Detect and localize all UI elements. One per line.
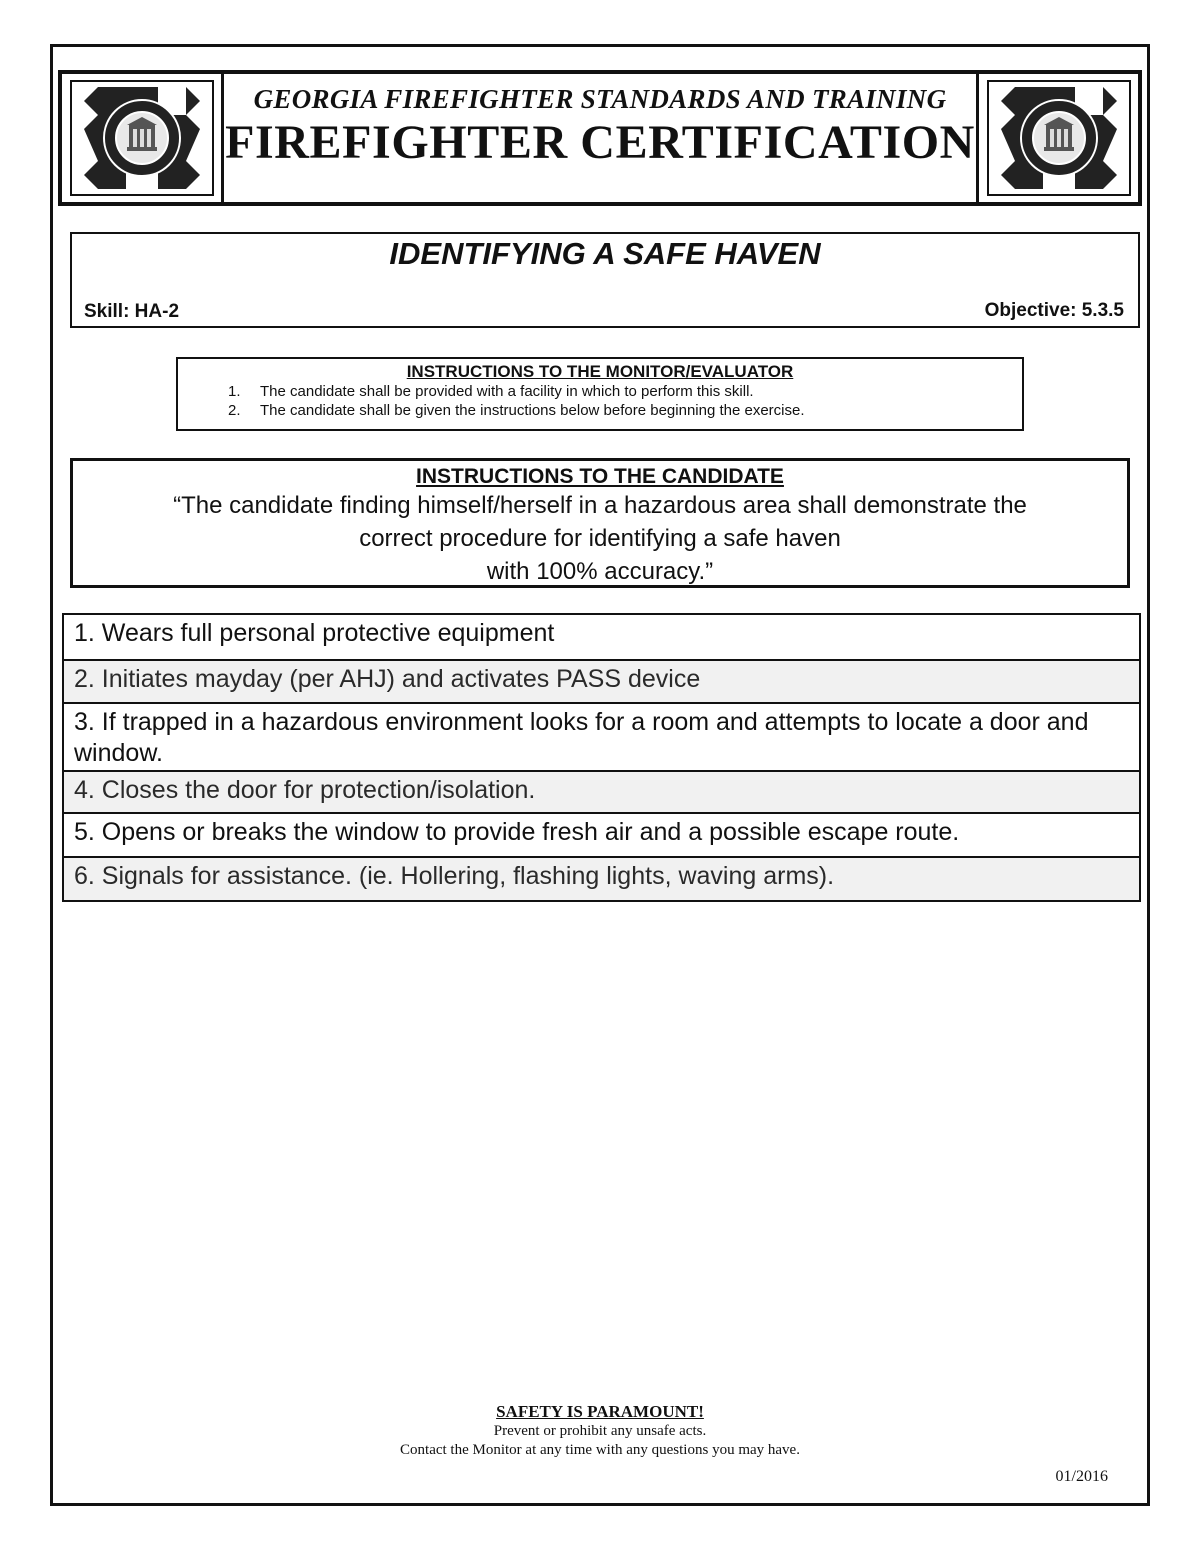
firefighter-seal-icon — [82, 85, 202, 191]
contact-line: Contact the Monitor at any time with any questions you may have. — [400, 1442, 800, 1458]
header — [58, 70, 1142, 206]
step-row: 3. If trapped in a hazardous environment looks for a room and attempts to locate a door and window. — [64, 704, 1139, 772]
step-row: 6. Signals for assistance. (ie. Hollering, flashing lights, waving arms). — [64, 858, 1139, 900]
candidate-instructions-heading: INSTRUCTIONS TO THE CANDIDATE — [416, 465, 784, 488]
skill-steps-table — [62, 613, 1141, 902]
objective-code: Objective: 5.3.5 — [984, 300, 1124, 321]
candidate-text-line: “The candidate finding himself/herself in a hazardous area shall demonstrate the — [173, 492, 1027, 519]
step-row: 4. Closes the door for protection/isolation. — [64, 772, 1139, 814]
step-row: 1. Wears full personal protective equipment — [64, 615, 1139, 661]
list-item-text: The candidate shall be given the instructions below before beginning the exercise. — [260, 402, 805, 419]
safety-heading: SAFETY IS PARAMOUNT! — [496, 1402, 704, 1421]
firefighter-seal-icon — [999, 85, 1119, 191]
monitor-instructions — [176, 357, 1024, 431]
monitor-instructions-list — [178, 382, 1022, 420]
list-item — [178, 382, 1022, 401]
step-row: 2. Initiates mayday (per AHJ) and activates PASS device — [64, 661, 1139, 704]
skill-title: IDENTIFYING A SAFE HAVEN — [389, 236, 821, 271]
header-text — [224, 74, 976, 202]
revision-date: 01/2016 — [1055, 1468, 1108, 1485]
candidate-instructions — [70, 458, 1130, 588]
list-item-text: The candidate shall be provided with a facility in which to perform this skill. — [260, 383, 754, 400]
list-item-number: 1. — [228, 383, 241, 400]
list-item-number: 2. — [228, 402, 241, 419]
certification-title: FIREFIGHTER CERTIFICATION — [225, 116, 975, 169]
organization-name: GEORGIA FIREFIGHTER STANDARDS AND TRAINING — [253, 84, 947, 114]
monitor-instructions-heading: INSTRUCTIONS TO THE MONITOR/EVALUATOR — [406, 362, 794, 381]
seal-cell-left — [62, 74, 224, 202]
skill-code: Skill: HA-2 — [84, 301, 180, 322]
step-row: 5. Opens or breaks the window to provide fresh air and a possible escape route. — [64, 814, 1139, 858]
footer — [0, 1402, 1200, 1460]
candidate-text-line: correct procedure for identifying a safe haven — [359, 525, 841, 552]
seal-cell-right — [976, 74, 1138, 202]
candidate-instructions-text — [73, 489, 1127, 588]
list-item — [178, 401, 1022, 420]
skill-title-box — [70, 232, 1140, 328]
safety-line: Prevent or prohibit any unsafe acts. — [493, 1423, 707, 1439]
candidate-text-line: with 100% accuracy.” — [486, 558, 714, 585]
